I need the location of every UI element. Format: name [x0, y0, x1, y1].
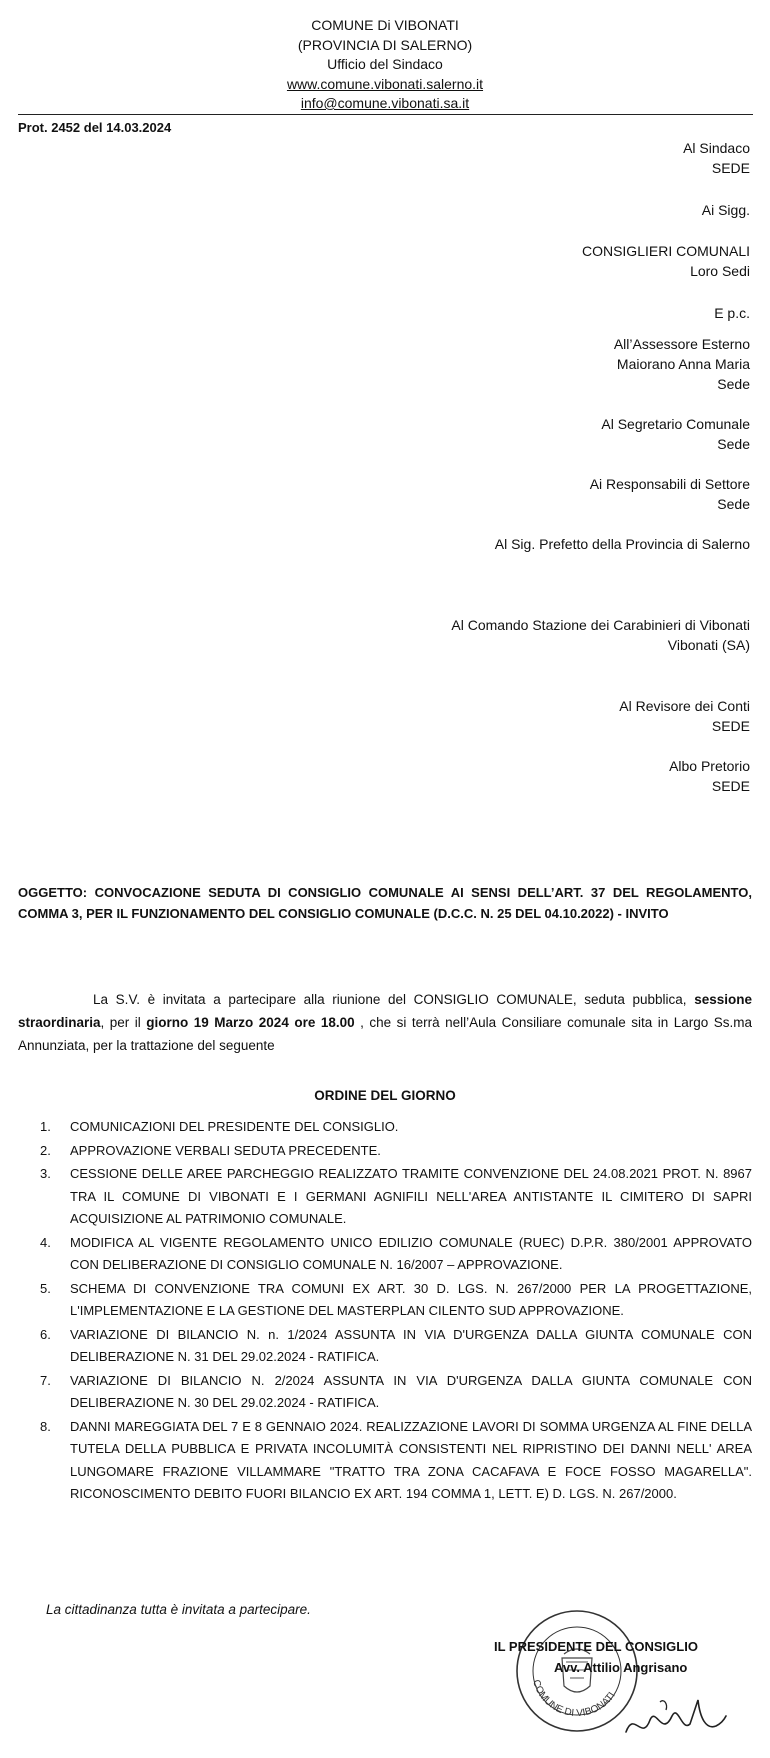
- recipient-line: Al Revisore dei Conti: [619, 698, 750, 714]
- body-text: , per il: [100, 1015, 147, 1030]
- signatory-title: IL PRESIDENTE DEL CONSIGLIO: [494, 1639, 698, 1654]
- agenda-item: [18, 1370, 752, 1415]
- recipient-responsabili: [590, 474, 750, 514]
- recipient-segretario: [601, 414, 750, 454]
- recipient-line: SEDE: [711, 778, 750, 794]
- website-link[interactable]: www.comune.vibonati.salerno.it: [286, 75, 484, 92]
- province-name: (PROVINCIA DI SALERNO): [297, 36, 473, 53]
- body-text: , che si terrà nell’Aula Consiliare comunale sita in Largo Ss.ma Annunziata, per la trattazione del seguente: [18, 1015, 753, 1053]
- recipient-line: All’Assessore Esterno: [613, 336, 750, 352]
- agenda-item-text: MODIFICA AL VIGENTE REGOLAMENTO UNICO EDILIZIO COMUNALE (RUEC) D.P.R. 380/2001 APPROVATO CON DELIBERAZIONE DI CONSIGLIO COMUNALE N. 16/2007 – APPROVAZIONE.: [70, 1234, 752, 1272]
- protocol-number: Prot. 2452 del 14.03.2024: [18, 120, 172, 135]
- invitation-paragraph: [18, 988, 752, 1057]
- letterhead: [0, 16, 770, 114]
- recipient-line: Ai Responsabili di Settore: [589, 476, 750, 492]
- closing-note: La cittadinanza tutta è invitata a partecipare.: [46, 1602, 311, 1617]
- recipient-line: CONSIGLIERI COMUNALI: [581, 243, 750, 259]
- recipient-line: Al Comando Stazione dei Carabinieri di Vibonati: [451, 617, 750, 633]
- recipient-line: Al Segretario Comunale: [601, 416, 750, 432]
- subject-line: OGGETTO: CONVOCAZIONE SEDUTA DI CONSIGLIO COMUNALE AI SENSI DELL’ART. 37 DEL REGOLAMENTO, COMMA 3, PER IL FUNZIONAMENTO DEL CONSIGLIO COMUNALE (D.C.C. N. 25 DEL 04.10.2022) - INVITO: [18, 885, 752, 921]
- session-type: sessione straordinaria: [18, 992, 752, 1030]
- agenda-item-number: 3.: [40, 1166, 51, 1181]
- recipient-revisore: [619, 696, 750, 736]
- recipient-sindaco: [683, 138, 750, 178]
- recipient-carabinieri: [451, 615, 750, 655]
- email-link[interactable]: info@comune.vibonati.sa.it: [300, 95, 470, 111]
- agenda-item-text: SCHEMA DI CONVENZIONE TRA COMUNI EX ART. 30 D. LGS. N. 267/2000 PER LA PROGETTAZIONE, L'IMPLEMENTAZIONE E LA GESTIONE DEL MASTERPLAN CILENTO SUD APPROVAZIONE.: [70, 1280, 752, 1318]
- agenda-item: [18, 1140, 752, 1163]
- recipient-line: Al Sig. Prefetto della Provincia di Salerno: [494, 536, 750, 552]
- recipient-line: Sede: [717, 496, 750, 512]
- agenda-item-number: 2.: [40, 1142, 51, 1158]
- agenda-item-number: 6.: [40, 1326, 51, 1342]
- recipient-albo: [669, 756, 750, 796]
- agenda-item-text: CESSIONE DELLE AREE PARCHEGGIO REALIZZATO TRAMITE CONVENZIONE DEL 24.08.2021 PROT. N. 8967 TRA IL COMUNE DI VIBONATI E I GERMANI AGNIFILI NELL'AREA ANTISTANTE IL CIMITERO DI SAPRI ACQUISIZIONE AL PATRIMONIO COMUNALE.: [70, 1166, 752, 1226]
- agenda-item-number: 4.: [40, 1234, 51, 1250]
- agenda-item-text: DANNI MAREGGIATA DEL 7 E 8 GENNAIO 2024. REALIZZAZIONE LAVORI DI SOMMA URGENZA AL FINE DELLA TUTELA DELLA PUBBLICA E PRIVATA INCOLUMITÀ CONSISTENTI NEL RIPRISTINO DEI DANNI NELL' AREA LUNGOMARE FRAZIONE VILLAMMARE "TRATTO TRA ZONA CACAFAVA E FOCE FOSSO MAGARELLA". RICONOSCIMENTO DEBITO FUORI BILANCIO EX ART. 194 COMMA 1, LETT. E) D. LGS. N. 267/2000.: [70, 1418, 752, 1501]
- body-text: La S.V. è invitata a partecipare alla riunione del CONSIGLIO COMUNALE, seduta pubblica,: [93, 992, 695, 1007]
- recipient-line: SEDE: [711, 160, 750, 176]
- recipient-consiglieri: [582, 241, 750, 281]
- signature-block: [494, 1636, 698, 1678]
- agenda-item-number: 1.: [40, 1119, 51, 1134]
- agenda-item-number: 5.: [40, 1280, 51, 1296]
- stamp-text: COMUNE DI VIBONATI: [530, 1678, 618, 1720]
- agenda-list: [18, 1116, 752, 1507]
- handwritten-signature: [620, 1680, 730, 1750]
- agenda-item-text: VARIAZIONE DI BILANCIO N. n. 1/2024 ASSUNTA IN VIA D'URGENZA DALLA GIUNTA COMUNALE CON DELIBERAZIONE N. 31 DEL 29.02.2024 - RATIFICA.: [70, 1326, 752, 1364]
- agenda-title: ORDINE DEL GIORNO: [314, 1088, 456, 1103]
- recipient-prefetto: [495, 534, 750, 554]
- agenda-item: [18, 1232, 752, 1277]
- agenda-item-number: 7.: [40, 1372, 51, 1388]
- recipient-line: SEDE: [711, 718, 750, 734]
- agenda-item-text: VARIAZIONE DI BILANCIO N. 2/2024 ASSUNTA IN VIA D'URGENZA DALLA GIUNTA COMUNALE CON DELIBERAZIONE N. 30 DEL 29.02.2024 - RATIFICA.: [70, 1372, 752, 1410]
- recipient-line: Ai Sigg.: [701, 202, 750, 218]
- recipient-line: E p.c.: [714, 305, 750, 321]
- agenda-item-text: APPROVAZIONE VERBALI SEDUTA PRECEDENTE.: [70, 1142, 381, 1158]
- recipient-line: Vibonati (SA): [667, 637, 750, 653]
- recipient-line: Albo Pretorio: [669, 758, 750, 774]
- municipality-name: COMUNE Di VIBONATI: [311, 17, 459, 33]
- agenda-item: [18, 1324, 752, 1369]
- agenda-item: [18, 1163, 752, 1231]
- recipient-line: Sede: [717, 436, 750, 452]
- recipient-epc: [714, 303, 750, 323]
- agenda-item: [18, 1116, 752, 1139]
- agenda-item-text: COMUNICAZIONI DEL PRESIDENTE DEL CONSIGLIO.: [70, 1119, 399, 1134]
- meeting-date: giorno 19 Marzo 2024 ore 18.00: [146, 1015, 355, 1030]
- recipient-sigg: [702, 200, 750, 220]
- signatory-name: Avv. Attilio Angrisano: [554, 1660, 688, 1675]
- office-name: Ufficio del Sindaco: [327, 56, 443, 72]
- recipient-assessore: [614, 334, 750, 394]
- header-divider: [18, 114, 753, 115]
- agenda-item: [18, 1278, 752, 1323]
- recipient-line: Sede: [717, 376, 750, 392]
- recipient-line: Maiorano Anna Maria: [616, 356, 750, 372]
- recipient-line: Loro Sedi: [690, 263, 750, 279]
- agenda-item: [18, 1416, 752, 1506]
- recipient-line: Al Sindaco: [683, 140, 750, 156]
- agenda-item-number: 8.: [40, 1418, 51, 1434]
